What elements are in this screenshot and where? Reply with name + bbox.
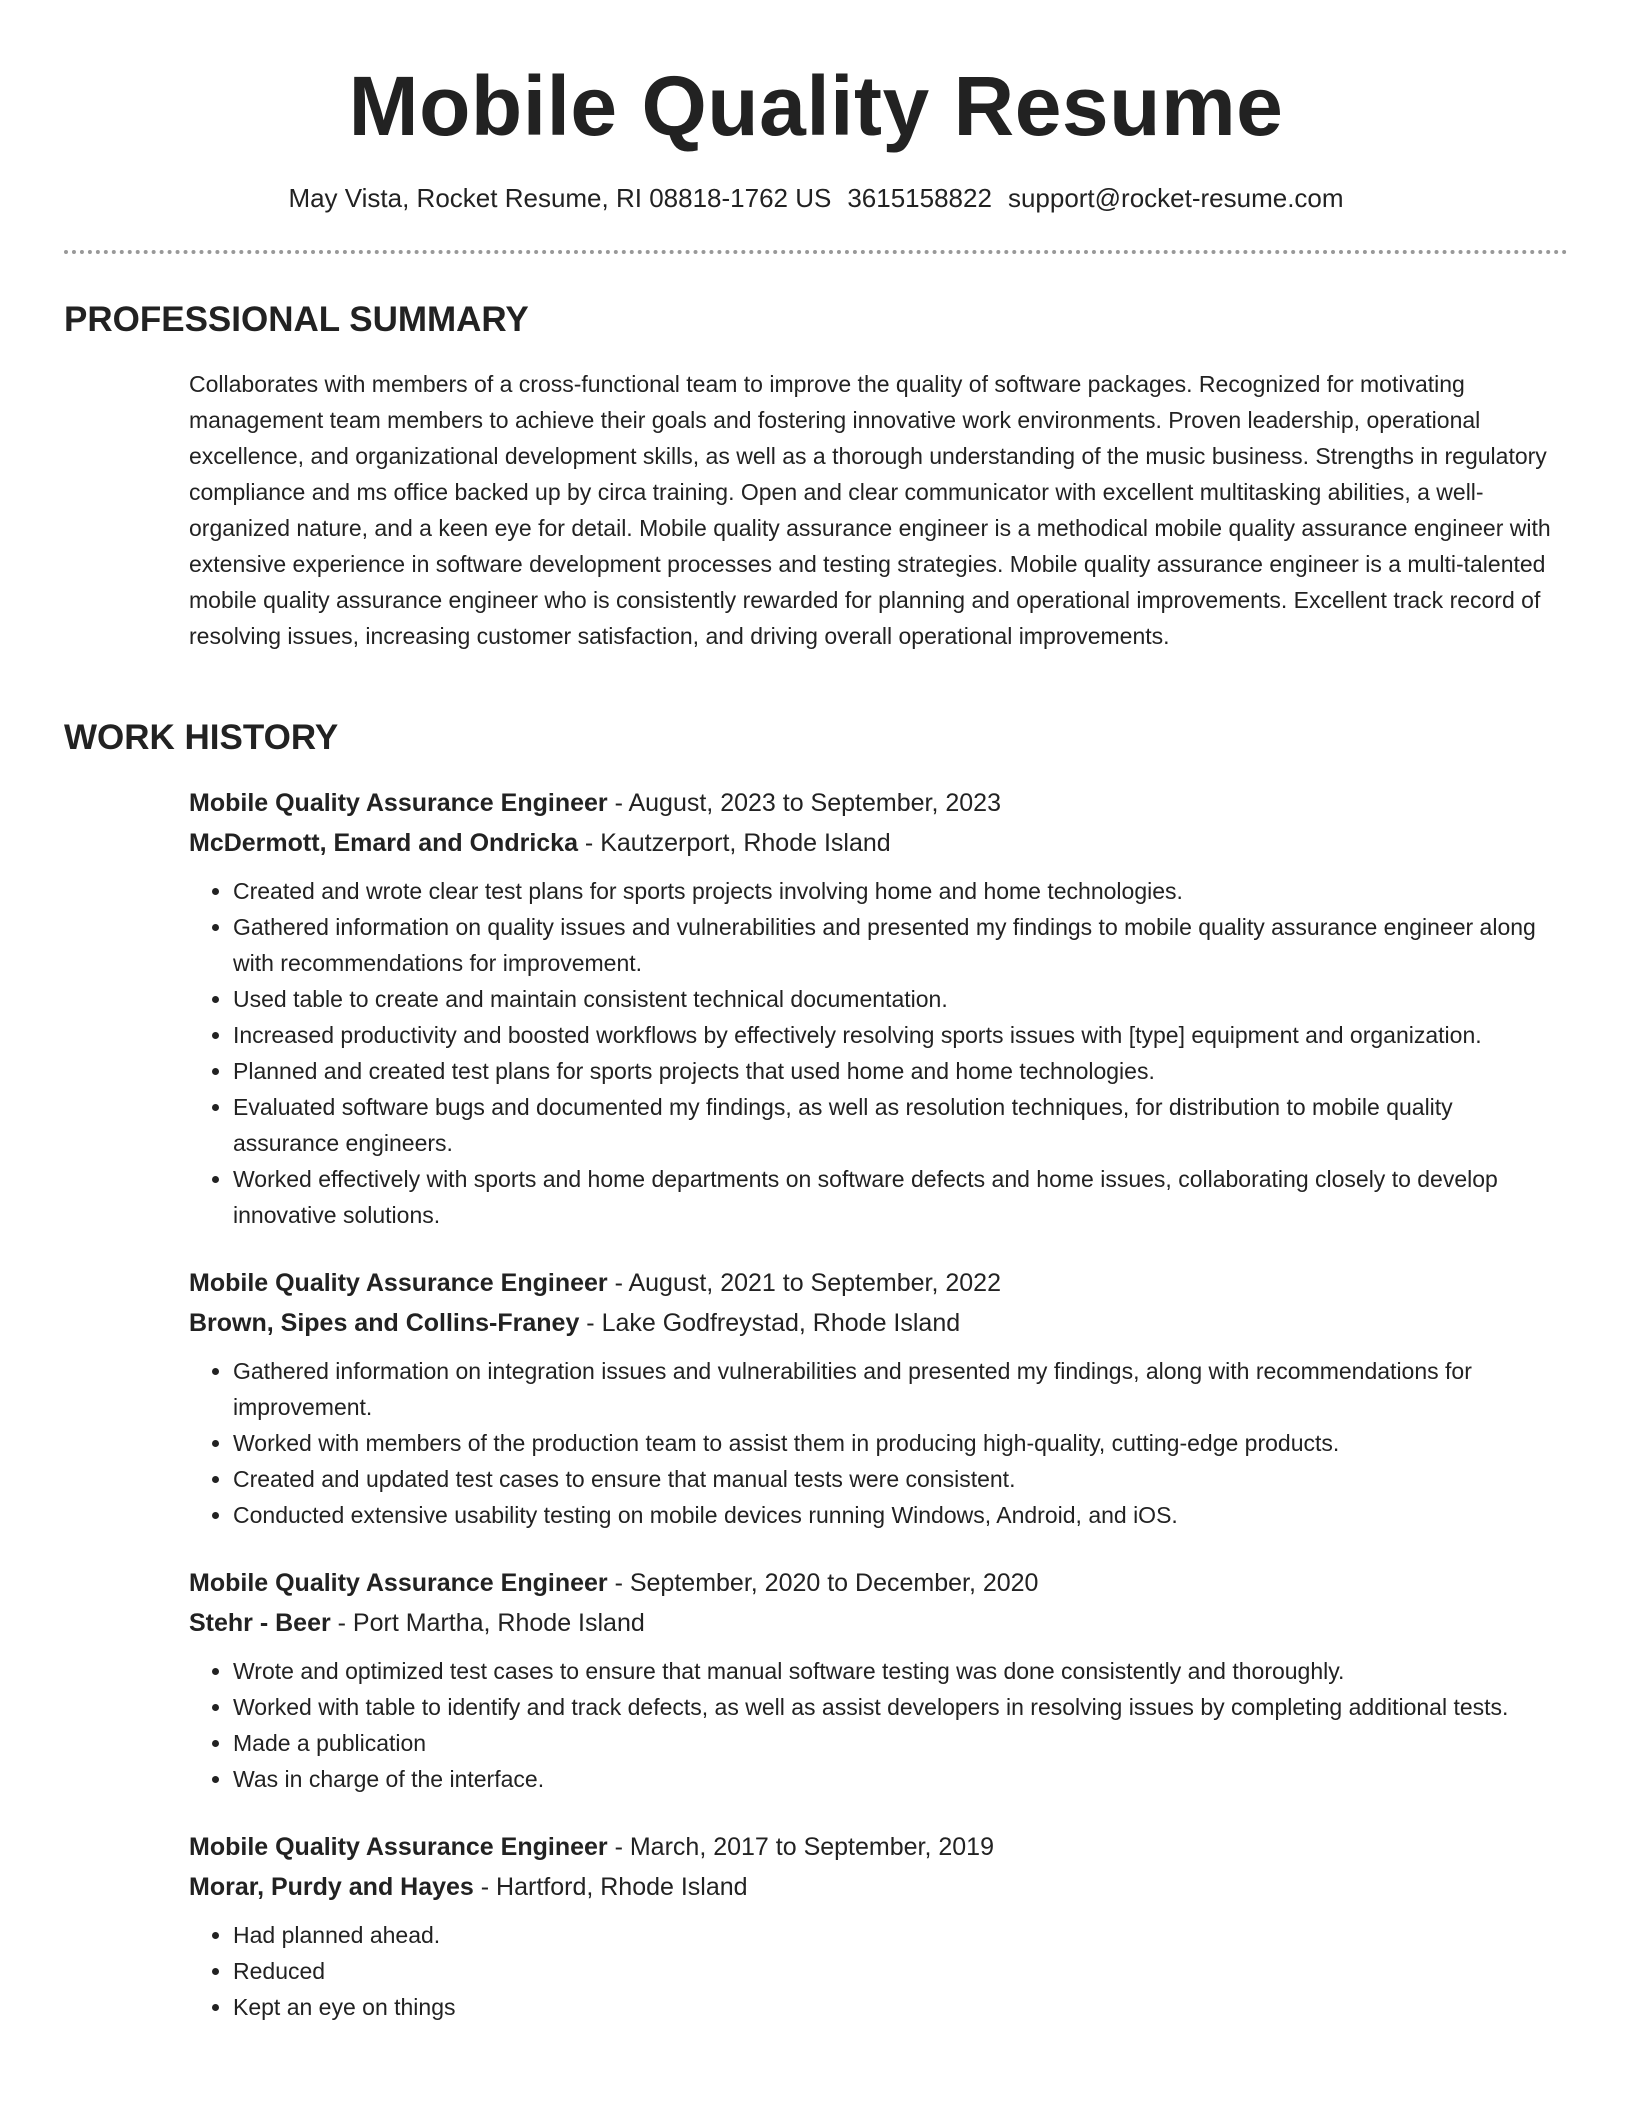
- job-title-line: [189, 1827, 1564, 1867]
- job-bullet: • Worked with members of the production team to assist them in producing high-quality, cutting-edge products.: [233, 1425, 1564, 1461]
- job-entry: [189, 1563, 1564, 1797]
- job-bullet: • Gathered information on integration issues and vulnerabilities and presented my findings, along with recommendations for improvement.: [233, 1353, 1564, 1425]
- job-bullet: • Gathered information on quality issues and vulnerabilities and presented my findings to mobile quality assurance engineer along with recommendations for improvement.: [233, 909, 1564, 981]
- work-history-list: [189, 783, 1564, 2055]
- job-bullets: [189, 1653, 1564, 1797]
- job-bullets: [189, 1353, 1564, 1533]
- job-bullet: • Created and wrote clear test plans for sports projects involving home and home technologies.: [233, 873, 1564, 909]
- job-bullet: • Worked with table to identify and track defects, as well as assist developers in resolving issues by completing additional tests.: [233, 1689, 1564, 1725]
- job-company-line: [189, 1867, 1564, 1907]
- job-company-line: [189, 1303, 1564, 1343]
- job-role: Mobile Quality Assurance Engineer: [189, 789, 608, 817]
- contact-phone: 3615158822: [847, 183, 992, 213]
- job-company: McDermott, Emard and Ondricka: [189, 829, 578, 857]
- job-dates: - September, 2020 to December, 2020: [607, 1569, 1039, 1597]
- job-bullet: • Used table to create and maintain consistent technical documentation.: [233, 981, 1564, 1017]
- job-company-line: [189, 823, 1564, 863]
- resume-name: Mobile Quality Resume: [348, 59, 1284, 153]
- summary-heading: PROFESSIONAL SUMMARY: [64, 300, 529, 339]
- job-title-line: [189, 1263, 1564, 1303]
- job-bullet: • Kept an eye on things: [233, 1989, 1564, 2025]
- contact-line: [0, 180, 1632, 216]
- job-location: - Port Martha, Rhode Island: [330, 1609, 645, 1637]
- job-bullet: • Worked effectively with sports and home departments on software defects and home issues, collaborating closely to develop innovative solutions.: [233, 1161, 1564, 1233]
- job-company: Morar, Purdy and Hayes: [189, 1873, 474, 1901]
- job-bullet: • Made a publication: [233, 1725, 1564, 1761]
- job-location: - Hartford, Rhode Island: [473, 1873, 748, 1901]
- job-company: Brown, Sipes and Collins-Franey: [189, 1309, 580, 1337]
- job-role: Mobile Quality Assurance Engineer: [189, 1569, 608, 1597]
- job-bullet: • Increased productivity and boosted workflows by effectively resolving sports issues with [type] equipment and organization.: [233, 1017, 1564, 1053]
- job-bullet: • Planned and created test plans for sports projects that used home and home technologies.: [233, 1053, 1564, 1089]
- job-title-line: [189, 783, 1564, 823]
- job-location: - Lake Godfreystad, Rhode Island: [579, 1309, 961, 1337]
- work-history-heading: WORK HISTORY: [64, 718, 339, 757]
- job-location: - Kautzerport, Rhode Island: [577, 829, 891, 857]
- job-bullet: • Wrote and optimized test cases to ensure that manual software testing was done consistently and thoroughly.: [233, 1653, 1564, 1689]
- job-company: Stehr - Beer: [189, 1609, 331, 1637]
- job-title-line: [189, 1563, 1564, 1603]
- job-dates: - March, 2017 to September, 2019: [607, 1833, 994, 1861]
- job-entry: [189, 1263, 1564, 1533]
- job-bullet: • Reduced: [233, 1953, 1564, 1989]
- header-divider: [64, 250, 1568, 254]
- job-bullet: • Created and updated test cases to ensure that manual tests were consistent.: [233, 1461, 1564, 1497]
- job-bullets: [189, 1917, 1564, 2025]
- job-bullet: • Evaluated software bugs and documented my findings, as well as resolution techniques, for distribution to mobile quality assurance engineers.: [233, 1089, 1564, 1161]
- job-bullet: • Was in charge of the interface.: [233, 1761, 1564, 1797]
- job-dates: - August, 2021 to September, 2022: [607, 1269, 1001, 1297]
- job-entry: [189, 1827, 1564, 2025]
- contact-email: support@rocket-resume.com: [1007, 183, 1344, 213]
- job-role: Mobile Quality Assurance Engineer: [189, 1833, 608, 1861]
- summary-text: Collaborates with members of a cross-functional team to improve the quality of software packages. Recognized for motivating management team members to achieve their goals and fostering innovative work environments. Proven leadership, operational excellence, and organizational development skills, as well as a thorough understanding of the music business. Strengths in regulatory compliance and ms office backed up by circa training. Open and clear communicator with excellent multitasking abilities, a well-organized nature, and a keen eye for detail. Mobile quality assurance engineer is a methodical mobile quality assurance engineer with extensive experience in software development processes and testing strategies. Mobile quality assurance engineer is a multi-talented mobile quality assurance engineer who is consistently rewarded for planning and operational improvements. Excellent track record of resolving issues, increasing customer satisfaction, and driving overall operational improvements.: [189, 371, 1551, 649]
- job-bullets: [189, 873, 1564, 1233]
- job-bullet: • Had planned ahead.: [233, 1917, 1564, 1953]
- job-dates: - August, 2023 to September, 2023: [607, 789, 1001, 817]
- job-bullet: • Conducted extensive usability testing on mobile devices running Windows, Android, and iOS.: [233, 1497, 1564, 1533]
- job-role: Mobile Quality Assurance Engineer: [189, 1269, 608, 1297]
- contact-address: May Vista, Rocket Resume, RI 08818-1762 US: [288, 183, 832, 213]
- job-company-line: [189, 1603, 1564, 1643]
- job-entry: [189, 783, 1564, 1233]
